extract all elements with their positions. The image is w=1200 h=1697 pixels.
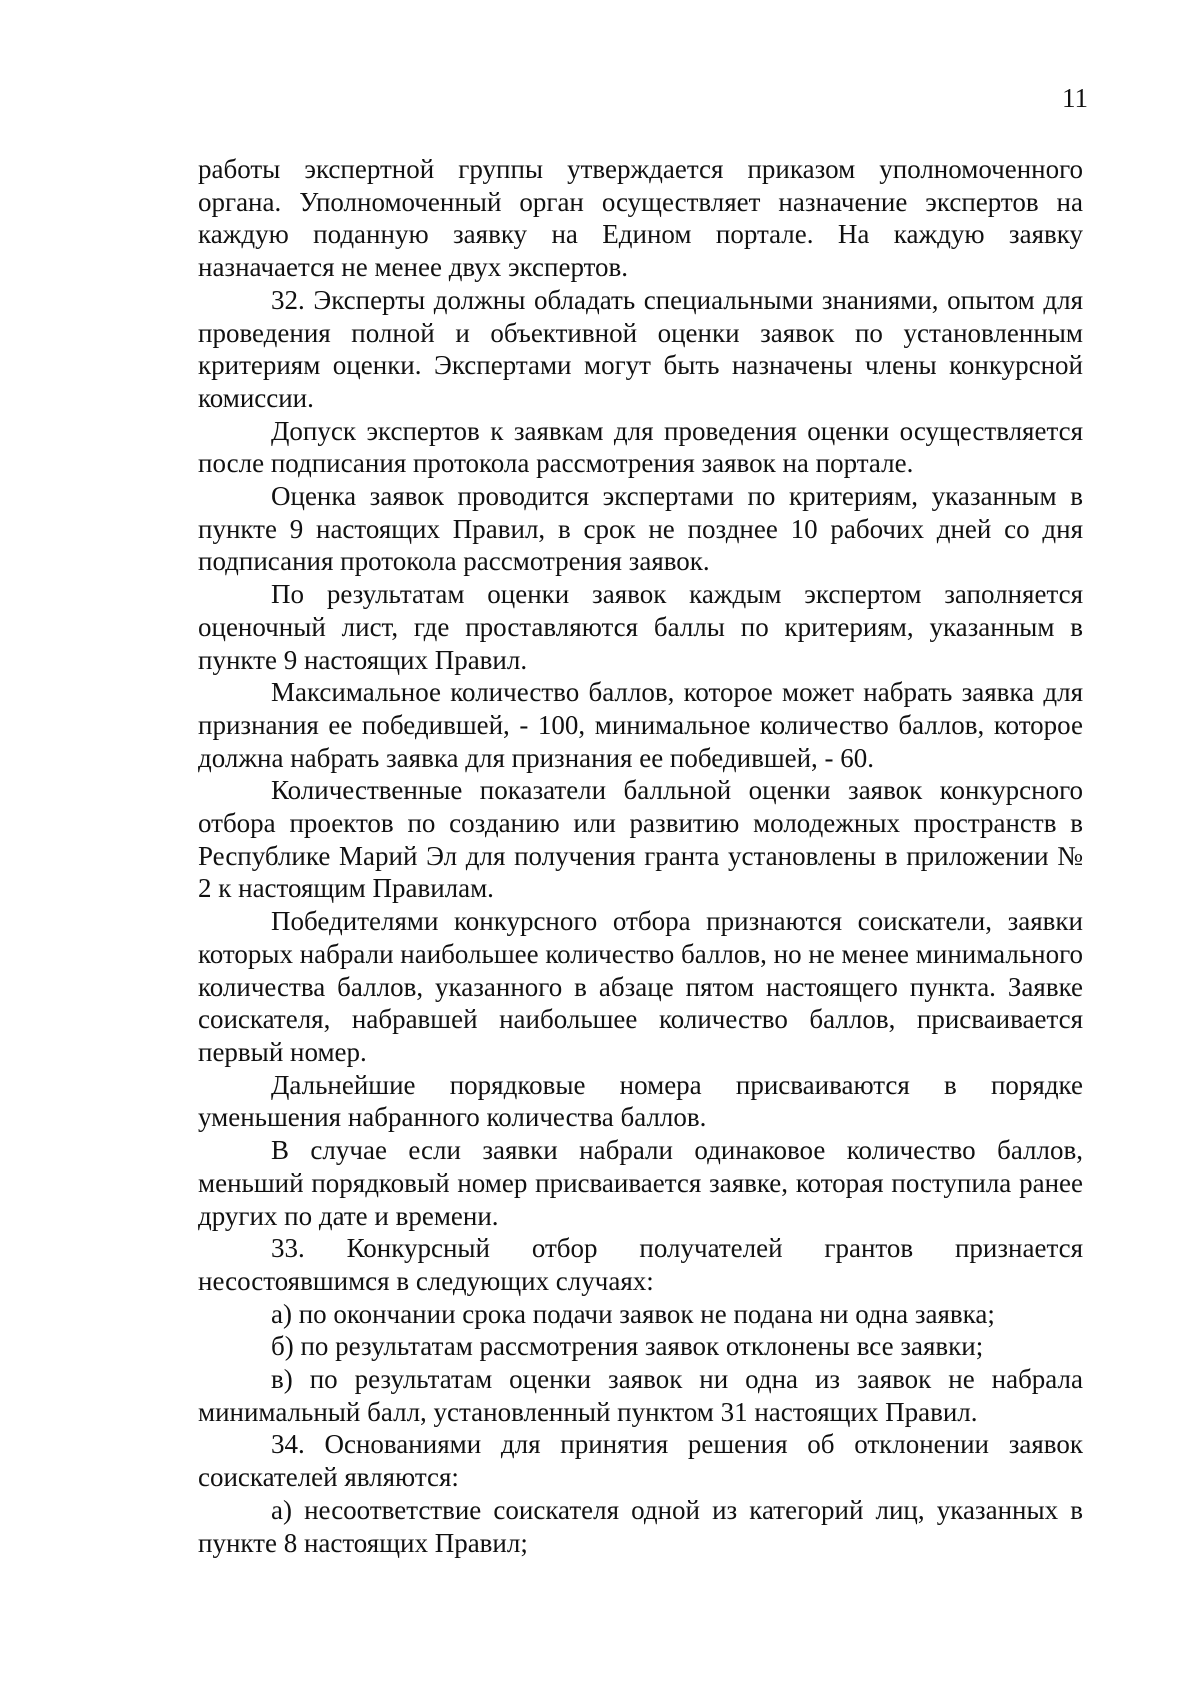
paragraph: 34. Основаниями для принятия решения об отклонении заявок соискателей являются: bbox=[198, 1429, 1083, 1493]
paragraph: работы экспертной группы утверждается приказом уполномоченного органа. Уполномоченный орган осуществляет назначение экспертов на каждую поданную заявку на Едином портале. На каждую заявку назначается не менее двух экспертов. bbox=[198, 154, 1083, 283]
page-number: 11 bbox=[1062, 83, 1088, 113]
paragraph: Допуск экспертов к заявкам для проведения оценки осуществляется после подписания протокола рассмотрения заявок на портале. bbox=[198, 415, 1083, 479]
paragraph: Оценка заявок проводится экспертами по критериям, указанным в пункте 9 настоящих Правил, в срок не позднее 10 рабочих дней со дня подписания протокола рассмотрения заявок. bbox=[198, 481, 1083, 577]
paragraph: В случае если заявки набрали одинаковое количество баллов, меньший порядковый номер присваивается заявке, которая поступила ранее других по дате и времени. bbox=[198, 1135, 1083, 1231]
paragraph: Дальнейшие порядковые номера присваиваются в порядке уменьшения набранного количества баллов. bbox=[198, 1069, 1083, 1133]
paragraph: 32. Эксперты должны обладать специальными знаниями, опытом для проведения полной и объективной оценки заявок по установленным критериям оценки. Экспертами могут быть назначены члены конкурсной комиссии. bbox=[198, 284, 1083, 413]
paragraph: в) по результатам оценки заявок ни одна из заявок не набрала минимальный балл, установленный пунктом 31 настоящих Правил. bbox=[198, 1364, 1083, 1427]
body-text bbox=[198, 153, 1083, 1559]
paragraph: Количественные показатели балльной оценки заявок конкурсного отбора проектов по созданию или развитию молодежных пространств в Республике Марий Эл для получения гранта установлены в приложении № 2 к настоящим Правилам. bbox=[198, 775, 1083, 904]
paragraph: Победителями конкурсного отбора признаются соискатели, заявки которых набрали наибольшее количество баллов, но не менее минимального количества баллов, указанного в абзаце пятом настоящего пункта. Заявке соискателя, набравшей наибольшее количество баллов, присваивается первый номер. bbox=[198, 906, 1083, 1067]
paragraph: а) несоответствие соискателя одной из категорий лиц, указанных в пункте 8 настоящих Правил; bbox=[198, 1494, 1083, 1558]
paragraph: а) по окончании срока подачи заявок не подана ни одна заявка; bbox=[271, 1298, 995, 1329]
paragraph: Максимальное количество баллов, которое может набрать заявка для признания ее победившей, - 100, минимальное количество баллов, которое должна набрать заявка для признания ее победившей, - 60. bbox=[198, 677, 1083, 773]
paragraph: б) по результатам рассмотрения заявок отклонены все заявки; bbox=[271, 1331, 984, 1362]
paragraph: 33. Конкурсный отбор получателей грантов признается несостоявшимся в следующих случаях: bbox=[198, 1233, 1083, 1296]
paragraph: По результатам оценки заявок каждым экспертом заполняется оценочный лист, где проставляются баллы по критериям, указанным в пункте 9 настоящих Правил. bbox=[198, 579, 1083, 675]
